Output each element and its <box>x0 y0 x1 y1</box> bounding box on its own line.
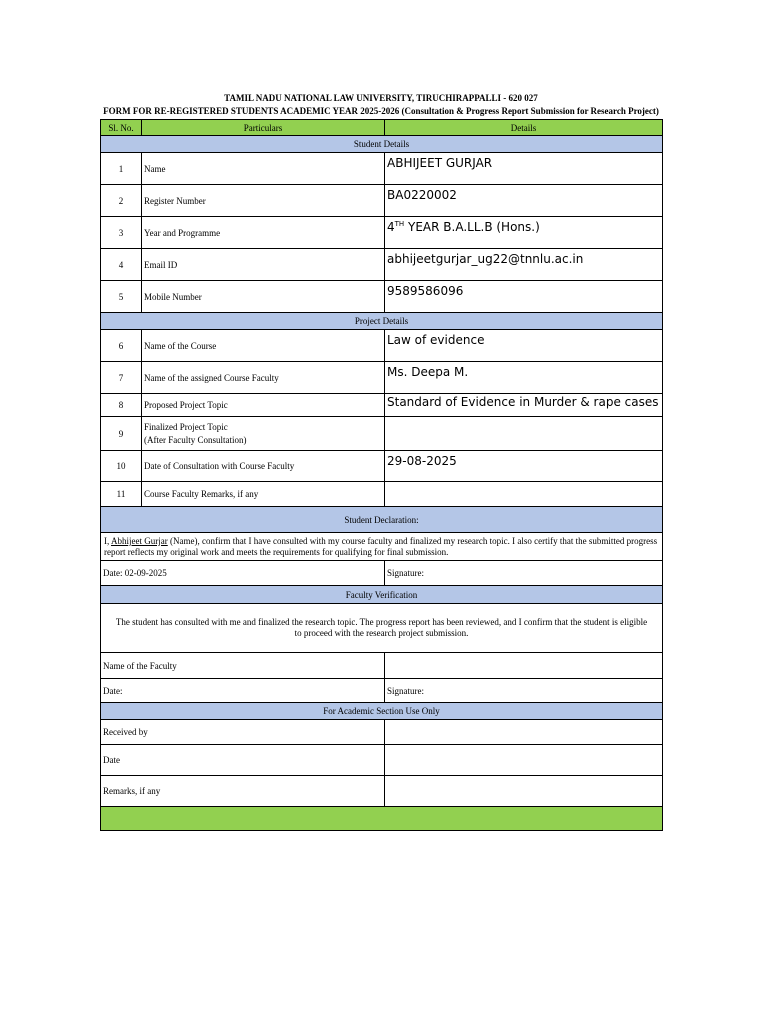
table-row <box>101 451 663 482</box>
academic-remarks-label: Remarks, if any <box>101 776 385 807</box>
table-row <box>101 362 663 394</box>
section-academic-use <box>101 703 663 720</box>
academic-remarks-field[interactable] <box>385 776 663 807</box>
row-label: Name <box>142 153 385 185</box>
consultation-date-value[interactable]: 29-08-2025 <box>385 451 663 482</box>
row-number: 8 <box>101 394 142 417</box>
row-label: Proposed Project Topic <box>142 394 385 417</box>
section-title: Faculty Verification <box>101 586 663 604</box>
row-label: Email ID <box>142 249 385 281</box>
table-row <box>101 417 663 451</box>
sl-no-header: Sl. No. <box>101 120 142 136</box>
declaration-signature[interactable]: Signature: <box>385 561 663 586</box>
student-name-value[interactable]: ABHIJEET GURJAR <box>385 153 663 185</box>
row-label: Date of Consultation with Course Faculty <box>142 451 385 482</box>
university-title: TAMIL NADU NATIONAL LAW UNIVERSITY, TIRUCHIRAPPALLI - 620 027 <box>224 93 538 103</box>
faculty-sign-row <box>101 679 663 703</box>
section-student-declaration <box>101 507 663 533</box>
row-number: 2 <box>101 185 142 217</box>
faculty-statement: The student has consulted with me and finalized the research topic. The progress report has been reviewed, and I confirm that the student is eligible to proceed with the research project submission. <box>101 604 663 653</box>
finalized-topic-label: Finalized Project Topic <box>144 421 228 432</box>
section-student-details <box>101 136 663 153</box>
declaration-sign-row <box>101 561 663 586</box>
finalized-topic-value[interactable] <box>385 417 663 451</box>
declaration-date[interactable]: Date: 02-09-2025 <box>101 561 385 586</box>
faculty-name-field[interactable] <box>385 653 663 679</box>
year-programme-value[interactable] <box>385 217 663 249</box>
finalized-topic-note: (After Faculty Consultation) <box>144 434 247 445</box>
section-title: Student Details <box>101 136 663 153</box>
received-by-label: Received by <box>101 720 385 745</box>
faculty-name-label: Name of the Faculty <box>101 653 385 679</box>
register-number-value[interactable]: BA0220002 <box>385 185 663 217</box>
particulars-header: Particulars <box>142 120 385 136</box>
declaration-prefix: I, <box>104 535 112 546</box>
form-title: FORM FOR RE-REGISTERED STUDENTS ACADEMIC YEAR 2025-2026 (Consultation & Progress Report Submission for Research Project) <box>103 106 659 116</box>
table-row <box>101 217 663 249</box>
row-number: 3 <box>101 217 142 249</box>
table-row <box>101 394 663 417</box>
academic-remarks-row <box>101 776 663 807</box>
footer-cell <box>101 807 663 831</box>
table-row <box>101 185 663 217</box>
row-label: Register Number <box>142 185 385 217</box>
section-title: Student Declaration: <box>101 507 663 533</box>
proposed-topic-value[interactable]: Standard of Evidence in Murder & rape cases <box>385 394 663 417</box>
row-number: 11 <box>101 482 142 507</box>
row-number: 10 <box>101 451 142 482</box>
year-suffix: TH <box>394 220 405 228</box>
footer-bar <box>101 807 663 831</box>
section-title: Project Details <box>101 313 663 330</box>
section-faculty-verification <box>101 586 663 604</box>
academic-date-field[interactable] <box>385 745 663 776</box>
programme-text: YEAR B.A.LL.B (Hons.) <box>404 220 540 234</box>
declaration-row <box>101 533 663 561</box>
row-number: 7 <box>101 362 142 394</box>
row-label: Name of the Course <box>142 330 385 362</box>
table-row <box>101 330 663 362</box>
email-value[interactable]: abhijeetgurjar_ug22@tnnlu.ac.in <box>385 249 663 281</box>
registration-form-table <box>100 119 663 831</box>
row-label <box>142 417 385 451</box>
details-header: Details <box>385 120 663 136</box>
mobile-number-value[interactable]: 9589586096 <box>385 281 663 313</box>
section-project-details <box>101 313 663 330</box>
table-row <box>101 281 663 313</box>
year-number: 4 <box>387 220 395 234</box>
faculty-signature[interactable]: Signature: <box>385 679 663 703</box>
declaration-body: (Name), confirm that I have consulted with my course faculty and finalized my research topic. I also certify that the submitted progress report reflects my original work and meets the requirements for qualifying for final submission. <box>104 535 658 557</box>
received-by-row <box>101 720 663 745</box>
row-label: Name of the assigned Course Faculty <box>142 362 385 394</box>
row-number: 5 <box>101 281 142 313</box>
faculty-date[interactable]: Date: <box>101 679 385 703</box>
faculty-name-row <box>101 653 663 679</box>
declaration-text <box>101 533 663 561</box>
faculty-statement-row <box>101 604 663 653</box>
row-label: Mobile Number <box>142 281 385 313</box>
row-label: Year and Programme <box>142 217 385 249</box>
faculty-remarks-value[interactable] <box>385 482 663 507</box>
section-title: For Academic Section Use Only <box>101 703 663 720</box>
column-header-row <box>101 120 663 136</box>
academic-date-row <box>101 745 663 776</box>
table-row <box>101 249 663 281</box>
table-row <box>101 482 663 507</box>
received-by-field[interactable] <box>385 720 663 745</box>
table-row <box>101 153 663 185</box>
academic-date-label: Date <box>101 745 385 776</box>
course-name-value[interactable]: Law of evidence <box>385 330 663 362</box>
row-label: Course Faculty Remarks, if any <box>142 482 385 507</box>
declaration-name: Abhijeet Gurjar <box>111 535 168 546</box>
course-faculty-value[interactable]: Ms. Deepa M. <box>385 362 663 394</box>
row-number: 4 <box>101 249 142 281</box>
row-number: 6 <box>101 330 142 362</box>
row-number: 1 <box>101 153 142 185</box>
row-number: 9 <box>101 417 142 451</box>
